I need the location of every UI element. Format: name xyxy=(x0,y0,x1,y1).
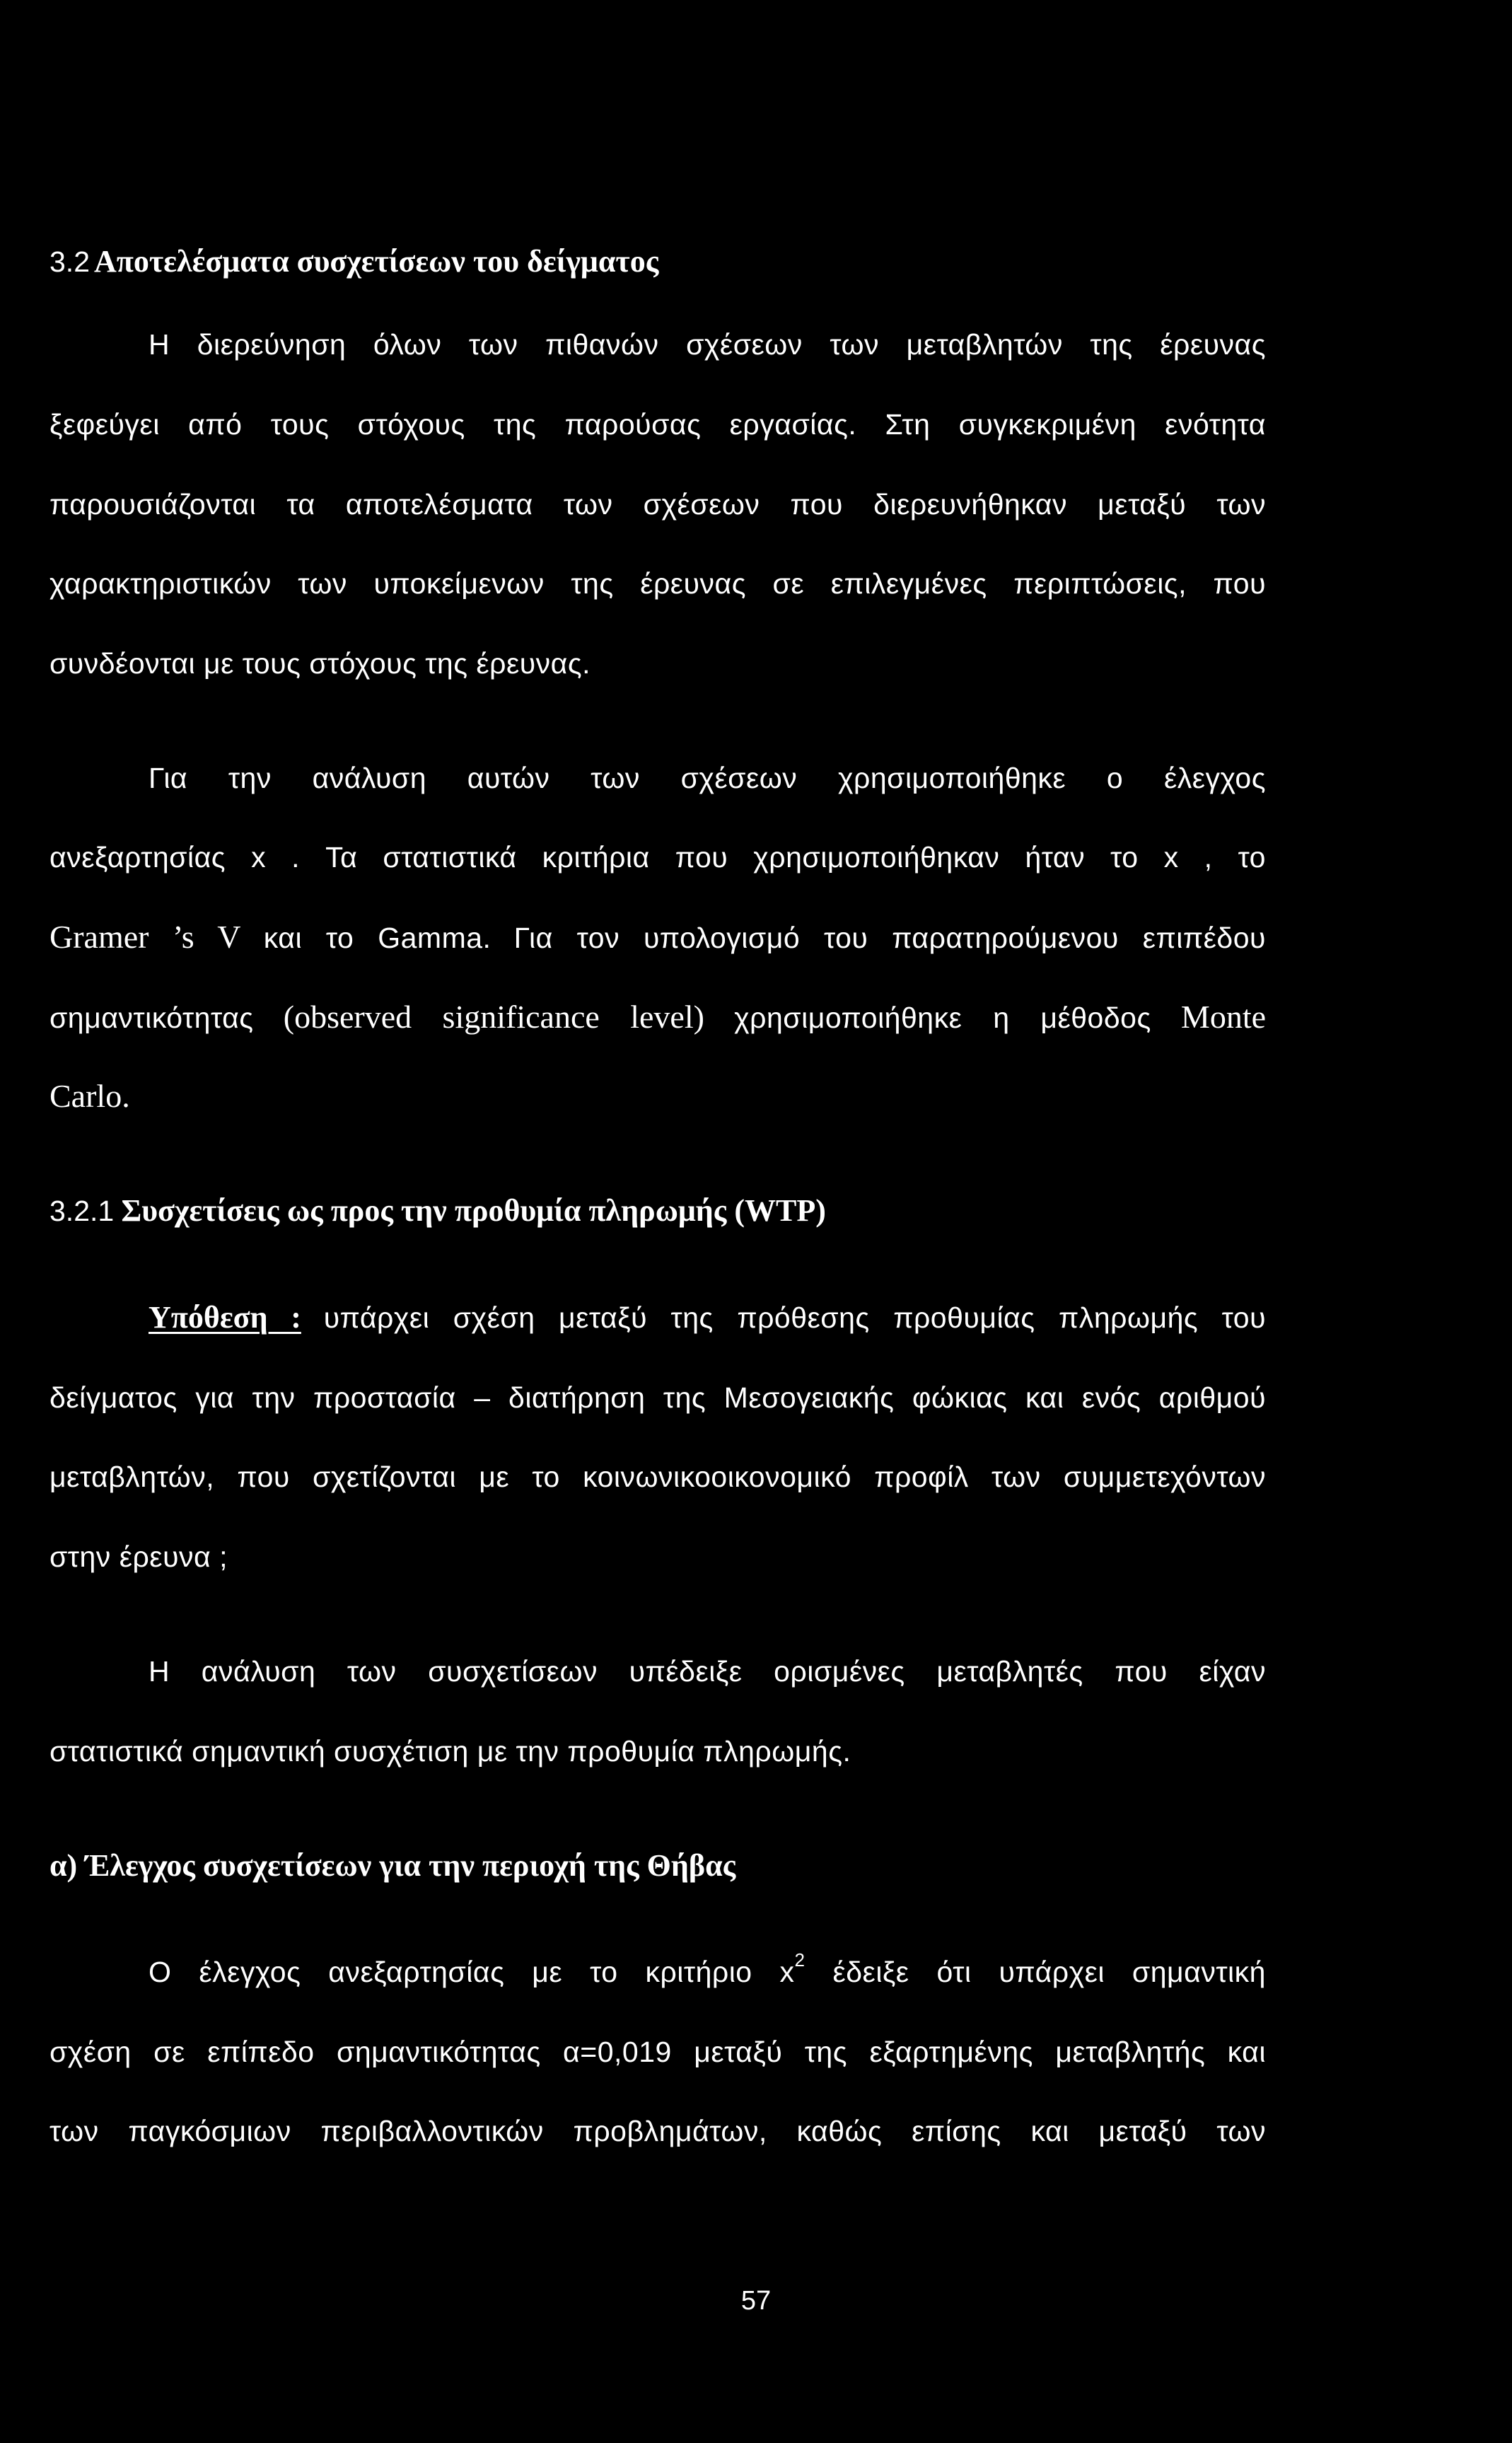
page-number: 57 xyxy=(740,2286,772,2316)
section-number: 3.2 xyxy=(50,245,90,278)
paragraph-line xyxy=(50,999,1266,1035)
hypothesis-label: Υπόθεση : xyxy=(149,1300,301,1335)
subsection-title: Συσχετίσεις ως προς την προθυμία πληρωμής (WTP) xyxy=(121,1193,826,1228)
text-fragment: Monte xyxy=(1180,999,1267,1035)
statistic-name: Gramer ’s V xyxy=(50,919,241,955)
text-fragment: (observed significance level) xyxy=(283,999,704,1035)
paragraph-line: Carlo. xyxy=(50,1078,130,1114)
paragraph-line xyxy=(149,1949,1266,1990)
paragraph-line: των παγκόσμιων περιβαλλοντικών προβλημάτων, καθώς επίσης και μεταξύ των xyxy=(50,2115,1266,2147)
paragraph-line: σχέση σε επίπεδο σημαντικότητας α=0,019 μεταξύ της εξαρτημένης μεταβλητής και xyxy=(50,2036,1266,2068)
text-fragment: Ο έλεγχος ανεξαρτησίας με το κριτήριο x xyxy=(149,1956,795,1988)
section-title: Αποτελέσματα συσχετίσεων του δείγματος xyxy=(94,244,659,279)
subsection-heading xyxy=(50,1193,1266,1229)
text-fragment: Για τον υπολογισμό του παρατηρούμενου επιπέδου xyxy=(513,922,1266,954)
paragraph-line: παρουσιάζονται τα αποτελέσματα των σχέσεων που διερευνήθηκαν μεταξύ των xyxy=(50,488,1266,521)
subsection-number: 3.2.1 xyxy=(50,1195,115,1227)
text-fragment: σημαντικότητας xyxy=(50,1002,254,1034)
text-fragment: χρησιμοποιήθηκε η μέθοδος xyxy=(734,1002,1151,1034)
paragraph-line: δείγματος για την προστασία – διατήρηση της Μεσογειακής φώκιας και ενός αριθμού xyxy=(50,1381,1266,1414)
paragraph-line: συνδέονται με τους στόχους της έρευνας. xyxy=(50,647,591,680)
paragraph-line: ξεφεύγει από τους στόχους της παρούσας εργασίας. Στη συγκεκριμένη ενότητα xyxy=(50,408,1266,441)
subheading-a: α) Έλεγχος συσχετίσεων για την περιοχή της Θήβας xyxy=(50,1848,736,1883)
superscript: 2 xyxy=(794,1949,806,1971)
paragraph-line: στην έρευνα ; xyxy=(50,1540,228,1573)
paragraph-line: Η διερεύνηση όλων των πιθανών σχέσεων των μεταβλητών της έρευνας xyxy=(149,328,1266,361)
text-fragment: έδειξε ότι υπάρχει σημαντική xyxy=(832,1956,1266,1988)
paragraph-line: μεταβλητών, που σχετίζονται με το κοινωνικοοικονομικό προφίλ των συμμετεχόντων xyxy=(50,1461,1266,1493)
hypothesis-line xyxy=(149,1300,1266,1335)
paragraph-line: χαρακτηριστικών των υποκείμενων της έρευνας σε επιλεγμένες περιπτώσεις, που xyxy=(50,567,1266,600)
section-heading xyxy=(50,244,1266,279)
paragraph-line: Η ανάλυση των συσχετίσεων υπέδειξε ορισμένες μεταβλητές που είχαν xyxy=(149,1655,1266,1688)
text-fragment: υπάρχει σχέση μεταξύ της πρόθεσης προθυμίας πληρωμής του xyxy=(323,1301,1266,1334)
paragraph-line: στατιστικά σημαντική συσχέτιση με την προθυμία πληρωμής. xyxy=(50,1735,851,1768)
paragraph-line xyxy=(50,919,1266,956)
paragraph-line: Για την ανάλυση αυτών των σχέσεων χρησιμοποιήθηκε ο έλεγχος xyxy=(149,762,1266,794)
paragraph-line: ανεξαρτησίας x . Τα στατιστικά κριτήρια που χρησιμοποιήθηκαν ήταν το x , το xyxy=(50,841,1266,874)
text-fragment: και το Gamma. xyxy=(263,922,492,954)
